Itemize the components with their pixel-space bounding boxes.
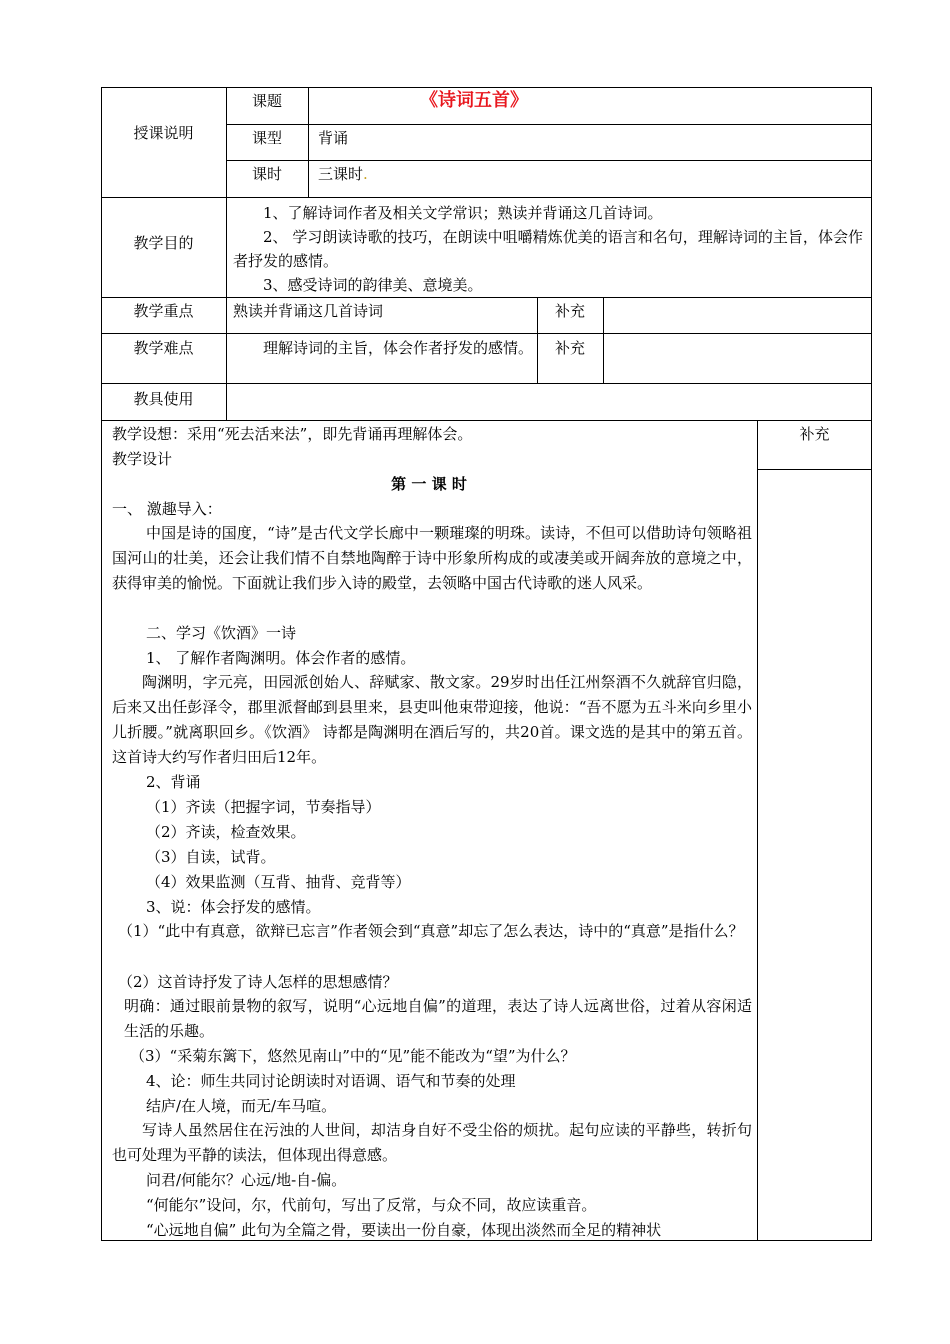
- design-supplement: 补充: [799, 425, 830, 443]
- hours-value: 三课时.: [318, 165, 368, 183]
- design-paragraph: 问君/何能尔？心远/地-自-偏。: [146, 1171, 347, 1189]
- design-paragraph: 3、说：体会抒发的感情。: [146, 898, 321, 916]
- design-paragraph: （2）齐读，检查效果。: [146, 823, 306, 841]
- design-paragraph: 写诗人虽然居住在污浊的人世间，却洁身自好不受尘俗的烦扰。起句应读的平静些，转折句也可处理为平静的读法，但体现出得意感。: [112, 1121, 752, 1164]
- design-paragraph: 4、论：师生共同讨论朗读时对语调、语气和节奏的处理: [146, 1072, 516, 1090]
- row-line: [101, 197, 872, 198]
- design-idea: 教学设想：采用“死去活来法”，即先背诵再理解体会。: [112, 425, 473, 443]
- type-label: 课型: [251, 129, 282, 147]
- topic-title: 《诗词五首》: [420, 90, 528, 111]
- design-paragraph: 二、学习《饮酒》一诗: [146, 624, 297, 642]
- tools-label: 教具使用: [133, 390, 194, 408]
- table-border-top: [101, 87, 872, 88]
- design-paragraph: “何能尔”设问，尔，代前句，写出了反常，与众不同，故应读重音。: [146, 1196, 597, 1214]
- table-border-left: [101, 87, 102, 1241]
- topic-label: 课题: [251, 92, 282, 110]
- design-paragraph: 2、背诵: [146, 773, 201, 791]
- design-paragraph: 明确：通过眼前景物的叙写，说明“心远地自偏”的道理，表达了诗人远离世俗，过着从容闲适生活的乐趣。: [124, 997, 752, 1040]
- design-paragraph: 一、 激趣导入：: [112, 500, 222, 518]
- design-paragraph: （2）这首诗抒发了诗人怎样的思想感情？: [118, 973, 398, 991]
- row-line: [226, 124, 872, 125]
- objective-item: 2、 学习朗读诗歌的技巧，在朗读中咀嚼精炼优美的语言和名句，理解诗词的主旨，体会作者抒发的感情。: [233, 228, 863, 270]
- design-paragraph: 结庐/在人境，而无/车马喧。: [146, 1097, 337, 1115]
- col-line: [603, 297, 604, 383]
- row-line: [226, 160, 872, 161]
- design-paragraph: （3）“采菊东篱下，悠然见南山”中的“见”能不能改为“望”为什么？: [130, 1047, 576, 1065]
- objectives-label: 教学目的: [133, 234, 194, 252]
- type-value: 背诵: [318, 129, 349, 147]
- table-border-right: [871, 87, 872, 1241]
- row-line: [757, 469, 872, 470]
- hours-label: 课时: [251, 165, 282, 183]
- key-points-value: 熟读并背诵这几首诗词: [233, 302, 384, 320]
- design-paragraph: 陶渊明，字元亮，田园派创始人、辞赋家、散文家。29岁时出任江州祭酒不久就辞官归隐，后来又出任彭泽令，郡里派督邮到县里来，县吏叫他束带迎接，他说：“吾不愿为五斗米向乡里小儿折腰。”就离职回乡。《饮酒》 诗都是陶渊明在酒后写的，共20首。课文选的是其中的第五首。这首诗大约写作者归田后12年。: [112, 673, 752, 766]
- key-points-label: 教学重点: [133, 302, 194, 320]
- section-label: 授课说明: [133, 124, 194, 142]
- design-paragraph: （3）自读，试背。: [146, 848, 276, 866]
- difficulties-value: 理解诗词的主旨，体会作者抒发的感情。: [263, 339, 534, 357]
- design-paragraph: （4）效果监测（互背、抽背、竞背等）: [146, 873, 411, 891]
- difficulties-supplement: 补充: [554, 339, 585, 357]
- design-paragraph: 1、 了解作者陶渊明。体会作者的感情。: [146, 649, 416, 667]
- objectives-list: [233, 201, 863, 297]
- key-points-supplement: 补充: [554, 302, 585, 320]
- design-paragraph: 中国是诗的国度，“诗”是古代文学长廊中一颗璀璨的明珠。读诗，不但可以借助诗句领略祖国河山的壮美，还会让我们情不自禁地陶醉于诗中形象所构成的或凄美或开阔奔放的意境之中，获得审美的愉悦。下面就让我们步入诗的殿堂，去领略中国古代诗歌的迷人风采。: [112, 524, 752, 592]
- objective-item: 1、了解诗词作者及相关文学常识；熟读并背诵这几首诗词。: [263, 204, 663, 222]
- lesson-title: 第 一 课 时: [391, 475, 467, 493]
- row-line: [101, 333, 872, 334]
- row-line: [101, 297, 872, 298]
- col-line: [308, 87, 309, 197]
- design-title: 教学设计: [112, 450, 173, 468]
- objective-item: 3、感受诗词的韵律美、意境美。: [263, 276, 483, 294]
- design-paragraph: （1）“此中有真意，欲辩已忘言”作者领会到“真意”却忘了怎么表达，诗中的“真意”是指什么？: [118, 922, 744, 940]
- design-paragraph: （1）齐读（把握字词，节奏指导）: [146, 798, 381, 816]
- row-line: [101, 383, 872, 384]
- difficulties-label: 教学难点: [133, 339, 194, 357]
- col-line: [757, 420, 758, 1241]
- design-paragraph: “心远地自偏” 此句为全篇之骨，要读出一份自豪，体现出淡然而全足的精神状: [146, 1221, 662, 1239]
